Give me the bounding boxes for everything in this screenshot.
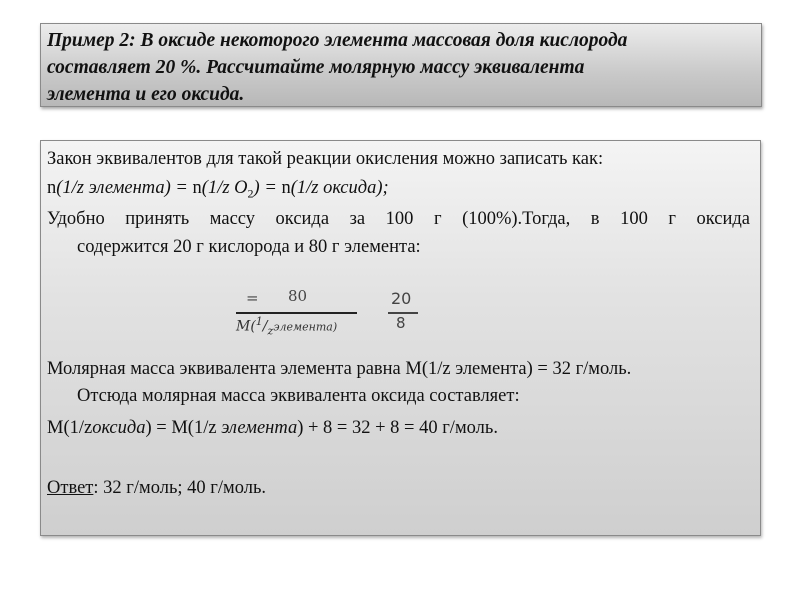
word: Удобно	[47, 209, 105, 229]
eq-sub: 2	[247, 186, 254, 201]
answer-line	[47, 478, 266, 499]
title-line: элемента и его оксида.	[47, 84, 245, 105]
word: 100	[385, 209, 414, 229]
title-line: составляет 20 %. Рассчитайте молярную массу эквивалента	[47, 57, 585, 78]
answer-label: Ответ	[47, 478, 94, 498]
answer-text: : 32 г/моль; 40 г/моль.	[93, 478, 266, 498]
den-one: 1	[255, 315, 263, 328]
eq-part: (1/z оксида);	[290, 178, 389, 198]
word: оксида	[275, 209, 330, 229]
formula-denominator: $M(^1/_zэлемента)$	[236, 315, 338, 338]
eq-part: ) = М(1/z	[145, 418, 222, 438]
eq-part: оксида	[92, 418, 146, 438]
formula-equals: =	[246, 289, 259, 307]
oxide-equation	[47, 418, 498, 439]
word: в	[590, 209, 600, 229]
title-box	[40, 23, 762, 107]
fraction2-denominator: 8	[396, 314, 406, 332]
word: г	[433, 209, 442, 229]
den-z: z	[267, 324, 274, 338]
eq-part: М(1/z	[47, 418, 93, 438]
word: принять	[125, 209, 190, 229]
law-equation	[47, 178, 389, 202]
title-line: Пример 2: В оксиде некоторого элемента массовая доля кислорода	[47, 30, 628, 51]
content-box	[40, 140, 761, 536]
fraction2-numerator: 20	[391, 289, 412, 308]
eq-part: элемента	[221, 418, 298, 438]
word: г	[668, 209, 676, 229]
den-m: M(	[236, 318, 256, 335]
formula-numerator: 80	[288, 287, 308, 305]
eq-part: ) + 8 = 32 + 8 = 40 г/моль.	[297, 418, 498, 438]
word: оксида	[696, 209, 750, 229]
word: за	[349, 209, 366, 229]
assumption-continued: содержится 20 г кислорода и 80 г элемента:	[77, 237, 421, 257]
eq-part: (1/z O	[201, 178, 248, 198]
eq-n: n	[281, 178, 291, 198]
eq-n: n	[47, 178, 57, 198]
assumption-line	[47, 209, 750, 230]
oxide-intro: Отсюда молярная масса эквивалента оксида составляет:	[77, 386, 520, 406]
word: 100	[620, 209, 648, 229]
den-word: элемента)	[273, 320, 338, 334]
eq-n: n	[192, 178, 202, 198]
word: (100%).Тогда,	[462, 209, 571, 229]
law-statement: Закон эквивалентов для такой реакции окисления можно записать как:	[47, 149, 604, 169]
fraction-bar	[236, 312, 357, 314]
eq-part: ) =	[253, 178, 282, 198]
word: массу	[209, 209, 256, 229]
element-equivalent-mass: Молярная масса эквивалента элемента равна М(1/z элемента) = 32 г/моль.	[47, 359, 632, 379]
eq-part: (1/z элемента) =	[56, 178, 193, 198]
